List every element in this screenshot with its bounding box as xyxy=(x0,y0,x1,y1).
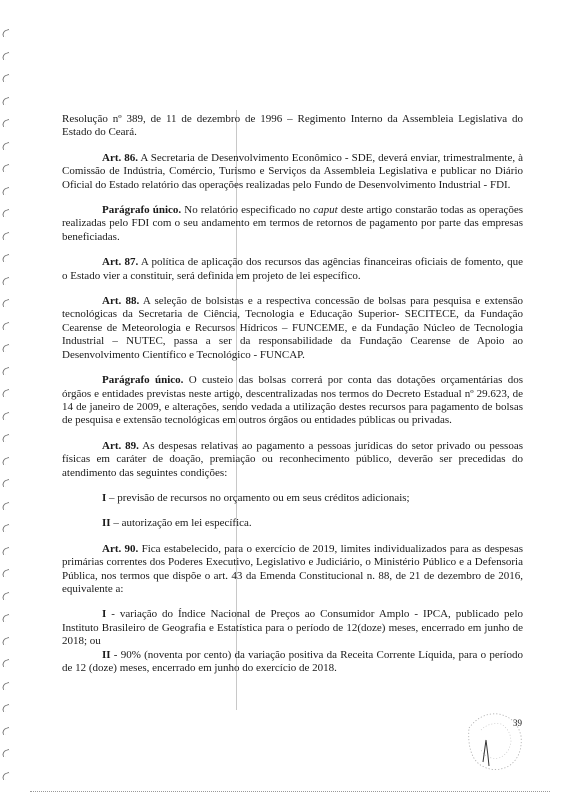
binding-hook-mark xyxy=(1,771,10,779)
binding-hook-mark xyxy=(1,119,10,127)
binding-hook-mark xyxy=(1,456,10,464)
paragraph-label: Parágrafo único. xyxy=(102,374,184,387)
binding-hook-mark xyxy=(1,51,10,59)
binding-hook-mark xyxy=(1,164,10,172)
article-86-paragraph xyxy=(62,204,523,244)
article-text: A Secretaria de Desenvolvimento Econômico - SDE, deverá enviar, trimestralmente, à Comissão de Indústria, Comércio, Turismo e Serviços da Assembleia Legislativa e publicar no Diário Oficial do Estado relatório das operações realizadas pelo Fundo de Desenvolvimento Industrial - FDI. xyxy=(62,151,523,191)
binding-marks xyxy=(2,30,16,790)
binding-hook-mark xyxy=(1,276,10,284)
article-90-item-1 xyxy=(62,608,523,648)
binding-hook-mark xyxy=(1,321,10,329)
article-87 xyxy=(62,256,523,283)
article-89 xyxy=(62,440,523,480)
binding-hook-mark xyxy=(1,231,10,239)
binding-hook-mark xyxy=(1,636,10,644)
binding-hook-mark xyxy=(1,29,10,37)
item-label: I xyxy=(102,608,107,621)
item-label: I xyxy=(102,491,107,504)
binding-hook-mark xyxy=(1,501,10,509)
binding-hook-mark xyxy=(1,704,10,712)
article-text: A política de aplicação dos recursos das agências financeiras oficiais de fomento, que o Estado vier a constituir, será definida em projeto de lei específico. xyxy=(62,256,523,282)
binding-hook-mark xyxy=(1,749,10,757)
intro-paragraph: Resolução nº 389, de 11 de dezembro de 1996 – Regimento Interno da Assembleia Legislativa do Estado do Ceará. xyxy=(62,113,523,139)
article-88 xyxy=(62,295,523,362)
item-label: II xyxy=(102,648,111,661)
article-86 xyxy=(62,152,523,192)
binding-hook-mark xyxy=(1,96,10,104)
paragraph-text: O custeio das bolsas correrá por conta das dotações orçamentárias dos órgãos e entidades previstas neste artigo, descentralizadas nos termos do Decreto Estadual nº 29.623, de 14 de janeiro de 2009, e alterações, sendo vedada a utilização destes recursos para pagamento de bolsas de pesquisa e extensão tecnológicas em outros órgãos ou entidades públicas ou privadas. xyxy=(62,374,524,427)
document-body xyxy=(62,113,523,687)
rubric-stamp xyxy=(461,706,529,776)
binding-hook-mark xyxy=(1,726,10,734)
bottom-dotted-line xyxy=(30,791,550,792)
article-90 xyxy=(62,543,523,597)
binding-hook-mark xyxy=(1,389,10,397)
article-text: As despesas relativas ao pagamento a pessoas jurídicas do setor privado ou pessoas físicas em caráter de doação, premiação ou reconhecimento público, deverão ser precedidas do atendimento das seguintes condições: xyxy=(62,439,523,479)
article-88-paragraph xyxy=(62,374,523,428)
binding-hook-mark xyxy=(1,411,10,419)
binding-hook-mark xyxy=(1,614,10,622)
article-89-item-1 xyxy=(62,492,523,505)
item-text: - 90% (noventa por cento) da variação positiva da Receita Corrente Líquida, para o período de 12 (doze) meses, encerrado em junho do exercício de 2018. xyxy=(62,648,523,674)
article-label: Art. 89. xyxy=(102,439,139,452)
item-text: – autorização em lei específica. xyxy=(110,517,252,530)
binding-hook-mark xyxy=(1,569,10,577)
article-text: A seleção de bolsistas e a respectiva concessão de bolsas para pesquisa e extensão tecnológicas da Secretaria de Ciência, Tecnologia e Educação Superior- SECITECE, da Fundação Cearense de Meteorologia e Recursos Hídricos – FUNCEME, e da Fundação Núcleo de Tecnologia Industrial – NUTEC, passa a ser da responsabilidade da Fundação Cearense de Apoio ao Desenvolvimento Científico e Tecnológico - FUNCAP. xyxy=(62,295,523,361)
binding-hook-mark xyxy=(1,546,10,554)
item-label: II xyxy=(102,517,111,530)
binding-hook-mark xyxy=(1,524,10,532)
paragraph-label: Parágrafo único. xyxy=(102,204,182,217)
binding-hook-mark xyxy=(1,209,10,217)
binding-hook-mark xyxy=(1,479,10,487)
page-number: 39 xyxy=(513,718,522,728)
binding-hook-mark xyxy=(1,186,10,194)
article-89-item-2 xyxy=(62,517,523,530)
paragraph-text-post: deste artigo constarão todas as operações realizadas pelo FDI com o seu andamento em termos de retornos de pagamento por parte das empresas beneficiadas. xyxy=(62,204,524,243)
paragraph-text-italic: caput xyxy=(313,204,338,217)
article-90-item-2 xyxy=(62,649,523,676)
binding-hook-mark xyxy=(1,299,10,307)
article-label: Art. 87. xyxy=(102,256,139,269)
binding-hook-mark xyxy=(1,591,10,599)
binding-hook-mark xyxy=(1,254,10,262)
article-label: Art. 88. xyxy=(102,295,140,308)
binding-hook-mark xyxy=(1,74,10,82)
binding-hook-mark xyxy=(1,344,10,352)
article-label: Art. 86. xyxy=(102,151,139,164)
item-text: – previsão de recursos no orçamento ou em seus créditos adicionais; xyxy=(106,491,410,504)
binding-hook-mark xyxy=(1,434,10,442)
binding-hook-mark xyxy=(1,659,10,667)
binding-hook-mark xyxy=(1,366,10,374)
article-label: Art. 90. xyxy=(102,542,139,555)
binding-hook-mark xyxy=(1,141,10,149)
item-text: - variação do Índice Nacional de Preços ao Consumidor Amplo - IPCA, publicado pelo Instituto Brasileiro de Geografia e Estatística para o período de 12(doze) meses, encerrado em junho de 2018; ou xyxy=(62,608,523,648)
binding-hook-mark xyxy=(1,681,10,689)
paragraph-text-pre: No relatório especificado no xyxy=(181,204,314,217)
article-text: Fica estabelecido, para o exercício de 2019, limites individualizados para as despesas primárias correntes dos Poderes Executivo, Legislativo e Judiciário, o Ministério Público e a Defensoria Pública, nos termos que dispõe o art. 43 da Emenda Constitucional n. 88, de 21 de dezembro de 2016, equivalente a: xyxy=(62,542,523,595)
